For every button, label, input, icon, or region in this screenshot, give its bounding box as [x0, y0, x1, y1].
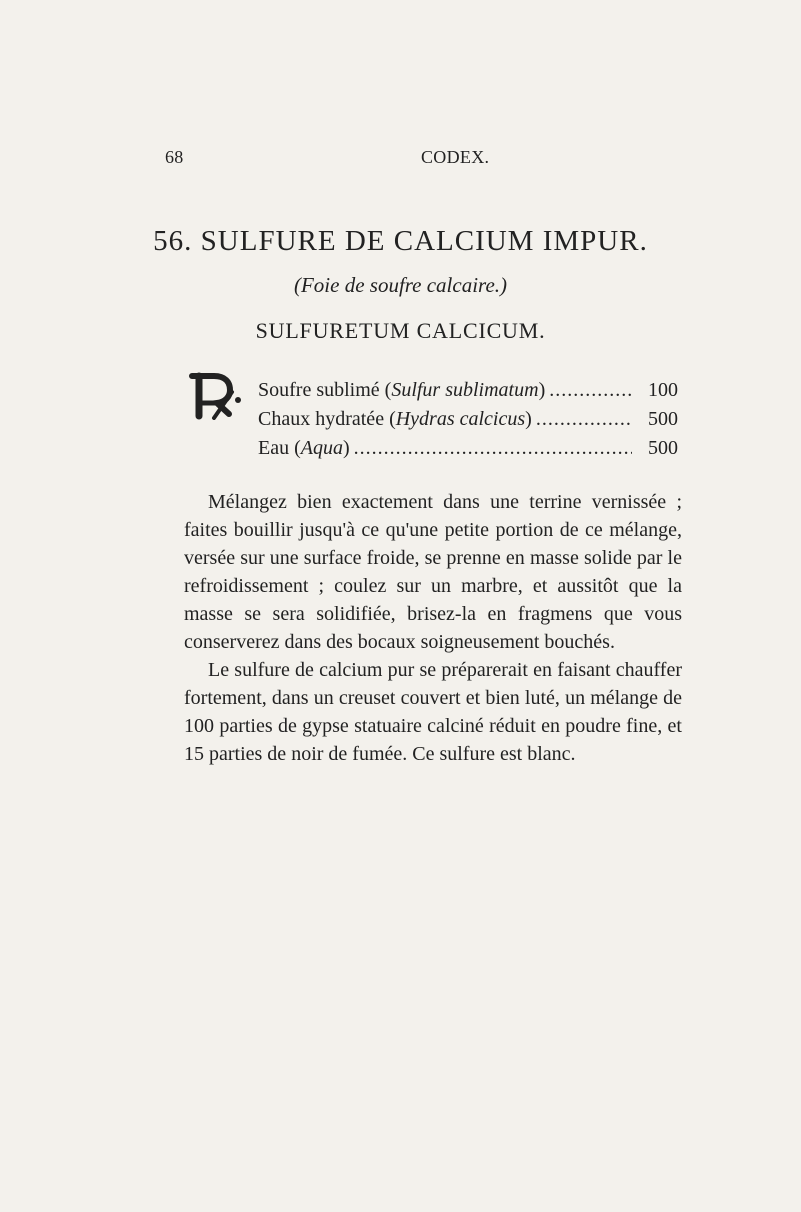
running-title: CODEX.	[421, 147, 490, 167]
section-subtitle: (Foie de soufre calcaire.)	[293, 273, 508, 297]
ingredient-row	[258, 408, 678, 437]
ingredient-list	[258, 379, 678, 466]
ingredient-name: Eau (Aqua)	[258, 437, 350, 459]
latin-title: SULFURETUM CALCICUM.	[255, 318, 546, 343]
paragraph-preparation: Mélangez bien exactement dans une terrine vernissée ; faites bouillir jusqu'à ce qu'une petite portion de ce mélange, versée sur une surface froide, se prenne en masse solide par le refroidissement ; coulez sur un marbre, et aussitôt que la masse se sera solidifiée, brisez-la en fragmens que vous conserverez dans des bocaux soigneusement bouchés.	[184, 491, 682, 653]
ingredient-name: Soufre sublimé (Sulfur sublimatum)	[258, 379, 546, 401]
page-number: 68	[165, 147, 184, 167]
ingredient-quantity: 500	[648, 437, 678, 459]
ingredient-name: Chaux hydratée (Hydras calcicus)	[258, 408, 532, 430]
leader-dots	[549, 379, 632, 402]
leader-dots	[354, 437, 632, 460]
paragraph-pure-sulfide: Le sulfure de calcium pur se préparerait en faisant chauffer fortement, dans un creuset couvert et bien luté, un mélange de 100 parties de gypse statuaire calciné réduit en poudre fine, et 15 parties de noir de fumée. Ce sulfure est blanc.	[184, 659, 682, 765]
section-title: 56. SULFURE DE CALCIUM IMPUR.	[153, 225, 648, 257]
body-text	[184, 488, 682, 768]
ingredient-row	[258, 379, 678, 408]
ingredient-row	[258, 437, 678, 466]
ingredient-quantity: 100	[648, 379, 678, 401]
leader-dots	[536, 408, 632, 431]
ingredient-quantity: 500	[648, 408, 678, 430]
recipe-symbol-icon	[186, 372, 242, 420]
running-header	[165, 147, 685, 171]
